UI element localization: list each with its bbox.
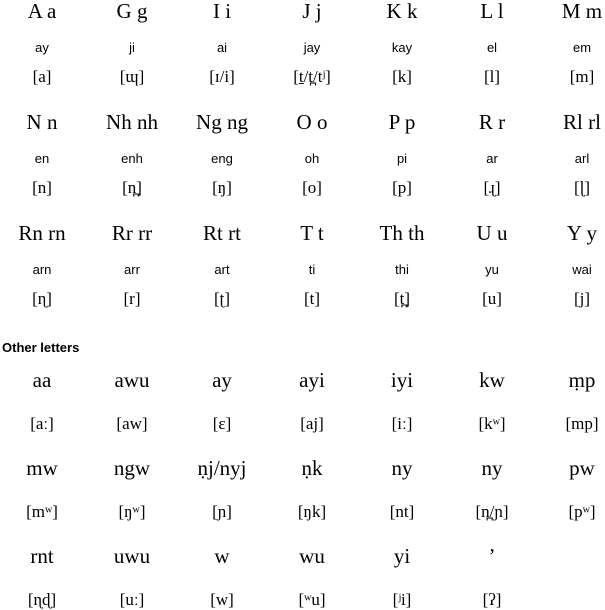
ipa-value: [t] <box>303 289 321 308</box>
letter: M m <box>561 0 603 23</box>
ipa-value: [ɪ/i] <box>209 67 235 86</box>
ipa-value: [r] <box>123 289 141 308</box>
ipa-value: [u] <box>482 289 502 308</box>
ipa-value: [ɳ] <box>32 289 52 308</box>
letter: awu <box>114 368 150 392</box>
letter: ṃp <box>568 368 596 392</box>
ipa-value: [iː] <box>391 414 413 433</box>
ipa-value: [ʷu] <box>298 590 326 609</box>
letter: yi <box>393 544 411 568</box>
letter-name: ai <box>216 40 228 55</box>
letter: Rr rr <box>111 221 153 245</box>
letter-name: yu <box>485 262 499 277</box>
ipa-value: [n̪/ɲ] <box>475 502 509 521</box>
ipa-value: [t̪] <box>393 289 411 308</box>
letter-name: el <box>486 40 498 55</box>
letter-name: arn <box>32 262 52 277</box>
letter: pw <box>569 456 595 480</box>
ipa-value: [aː] <box>30 414 54 433</box>
letter: ṇj/nyj <box>197 456 247 480</box>
letter: aa <box>32 368 52 392</box>
letter-name: arl <box>574 151 590 166</box>
letter: wu <box>299 544 325 568</box>
letter: G g <box>116 0 148 23</box>
ipa-value: [o] <box>302 178 322 197</box>
ipa-value: [ʈ] <box>213 289 231 308</box>
letter-name: oh <box>304 151 320 166</box>
letter-name: eng <box>211 151 233 166</box>
ipa-value: [aw] <box>116 414 148 433</box>
ipa-value: [n̪] <box>122 178 142 197</box>
letter: Ng ng <box>196 110 248 134</box>
ipa-value: [ɲ] <box>212 502 232 521</box>
ipa-value: [j] <box>573 289 591 308</box>
letter: Y y <box>566 221 598 245</box>
ipa-value: [ɛ] <box>212 414 232 433</box>
letter: Rl rl <box>563 110 601 134</box>
letter: R r <box>478 110 506 134</box>
letter-name: arr <box>124 262 140 277</box>
ipa-value: [nt] <box>389 502 415 521</box>
letter-name: wai <box>572 262 592 277</box>
letter: A a <box>27 0 57 23</box>
ipa-value: [ŋ] <box>212 178 232 197</box>
ipa-value: [kʷ] <box>478 414 506 433</box>
ipa-value: [k] <box>392 67 412 86</box>
letter: w <box>214 544 230 568</box>
ipa-value: [t̠/t̪/tʲ] <box>293 67 331 86</box>
letter-name: em <box>572 40 592 55</box>
letter: Th th <box>379 221 425 245</box>
letter-name: pi <box>396 151 408 166</box>
other-letters-heading: Other letters <box>2 340 80 355</box>
ipa-value: [ʔ] <box>482 590 502 609</box>
letter: P p <box>388 110 416 134</box>
letter: uwu <box>113 544 151 568</box>
ipa-value: [uː] <box>119 590 145 609</box>
letter: rnt <box>30 544 54 568</box>
ipa-value: [mʷ] <box>26 502 58 521</box>
ipa-value: [ɳɖ] <box>27 590 57 609</box>
ipa-value: [mp] <box>565 414 599 433</box>
letter-name: ji <box>129 40 135 55</box>
letter: U u <box>476 221 508 245</box>
ipa-value: [l] <box>483 67 501 86</box>
letter: ny <box>481 456 503 480</box>
letter: iyi <box>390 368 414 392</box>
ipa-value: [ŋk] <box>297 502 327 521</box>
letter: ’ <box>488 544 496 568</box>
ipa-value: [ŋʷ] <box>118 502 146 521</box>
letter: Rt rt <box>203 221 241 245</box>
letter: J j <box>302 0 322 23</box>
letter-name: ar <box>486 151 498 166</box>
letter: kw <box>479 368 505 392</box>
ipa-value: [ʲi] <box>392 590 412 609</box>
letter: Nh nh <box>106 110 158 134</box>
ipa-value: [pʷ] <box>568 502 596 521</box>
ipa-value: [aj] <box>300 414 324 433</box>
ipa-value: [w] <box>210 590 234 609</box>
ipa-value: [p] <box>392 178 412 197</box>
letter-name: jay <box>303 40 321 55</box>
ipa-value: [m] <box>569 67 595 86</box>
letter: T t <box>300 221 324 245</box>
letter: ay <box>212 368 232 392</box>
letter: ayi <box>299 368 325 392</box>
letter-name: kay <box>391 40 413 55</box>
letter-name: ay <box>35 40 49 55</box>
letter-name: en <box>34 151 50 166</box>
letter: mw <box>26 456 58 480</box>
ipa-value: [a] <box>32 67 52 86</box>
ipa-value: [n] <box>32 178 52 197</box>
letter-name: thi <box>395 262 409 277</box>
letter: I i <box>212 0 232 23</box>
letter: K k <box>386 0 418 23</box>
letter-name: ti <box>308 262 316 277</box>
letter: ngw <box>113 456 151 480</box>
letter: L l <box>480 0 504 23</box>
ipa-value: [ɰ] <box>119 67 145 86</box>
letter: O o <box>296 110 328 134</box>
ipa-value: [ɭ] <box>573 178 591 197</box>
letter: ṇk <box>301 456 323 480</box>
ipa-value: [ɻ] <box>483 178 501 197</box>
letter: ny <box>391 456 413 480</box>
letter: Rn rn <box>18 221 66 245</box>
letter: N n <box>26 110 58 134</box>
letter-name: enh <box>121 151 143 166</box>
letter-name: art <box>214 262 230 277</box>
